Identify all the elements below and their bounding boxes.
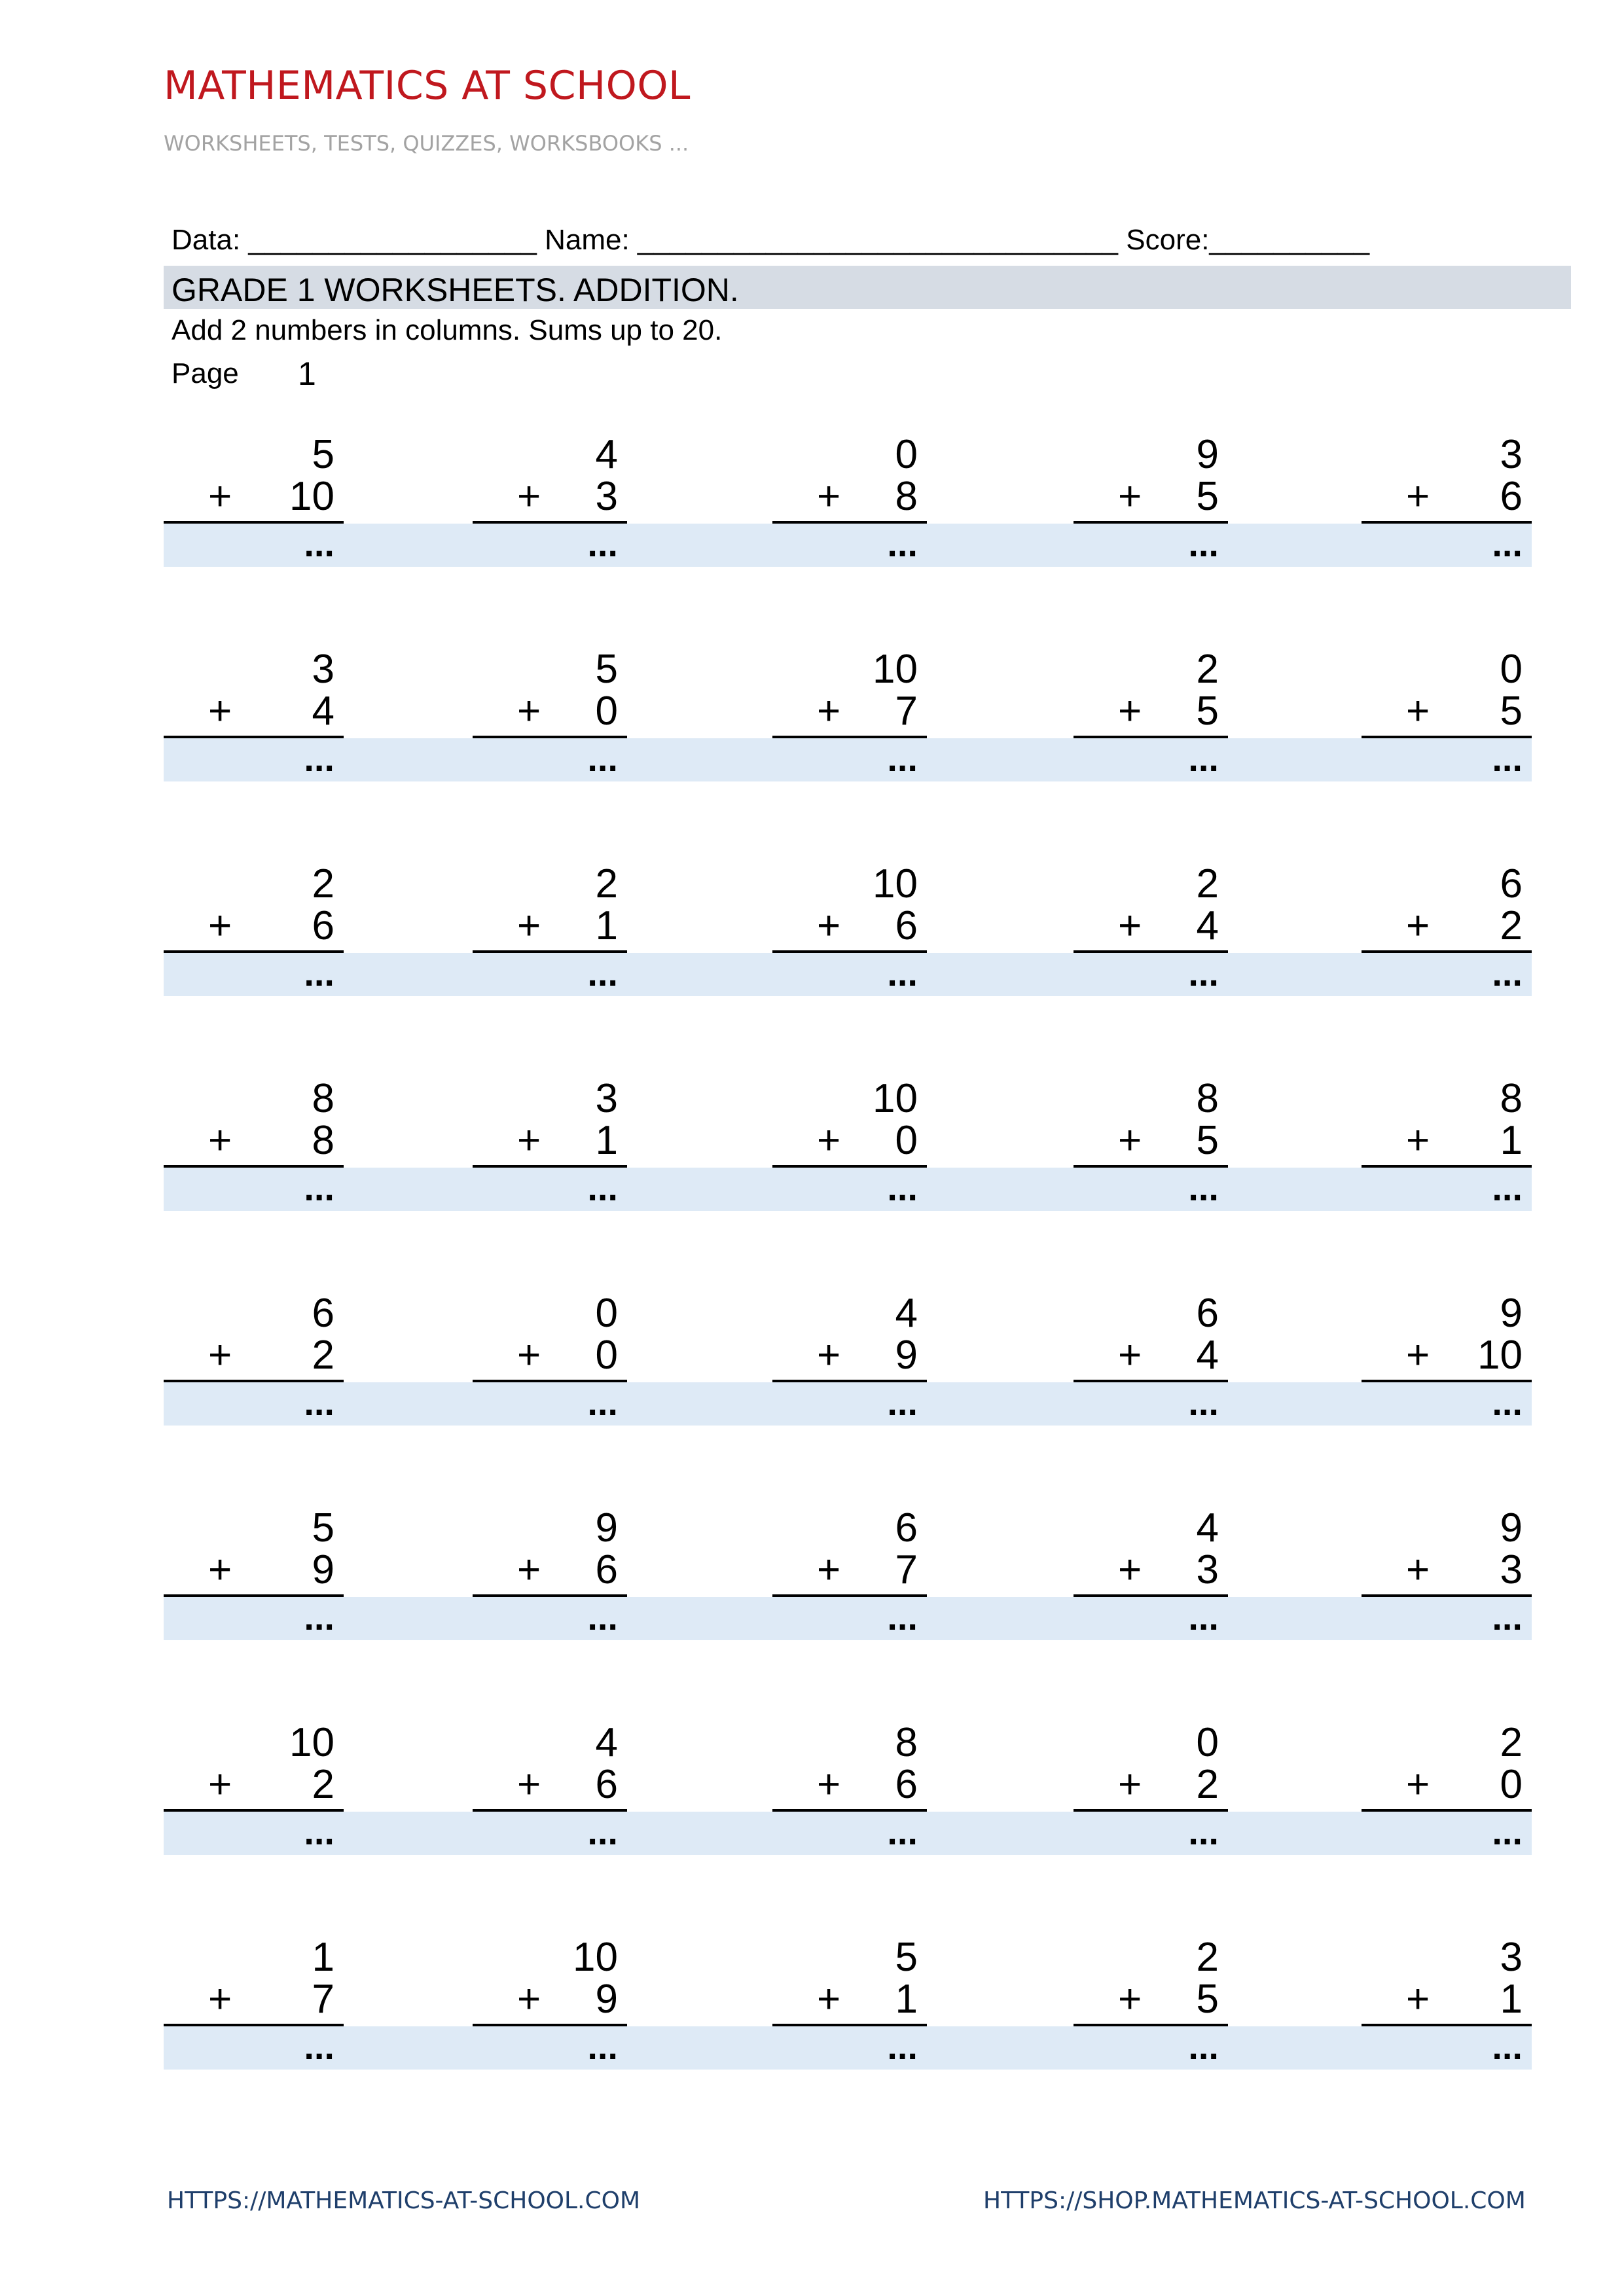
addition-problem — [164, 647, 344, 810]
answer-field[interactable]: ... — [304, 1382, 334, 1423]
answer-field[interactable]: ... — [304, 738, 334, 779]
addition-problem — [1362, 1720, 1532, 1884]
plus-sign: + — [1118, 1118, 1142, 1163]
addend-bottom: 9 — [312, 1547, 334, 1592]
plus-sign: + — [817, 1333, 841, 1378]
plus-sign: + — [1118, 474, 1142, 519]
addend-top: 0 — [895, 432, 918, 477]
addition-problem — [772, 647, 927, 810]
addend-top: 9 — [595, 1505, 618, 1551]
addition-problem — [473, 1291, 627, 1454]
addend-top: 10 — [289, 1720, 334, 1765]
answer-field[interactable]: ... — [1492, 1811, 1523, 1852]
addition-problem — [772, 861, 927, 1025]
answer-field[interactable]: ... — [304, 952, 334, 994]
addition-problem — [1362, 647, 1532, 810]
addend-bottom: 8 — [895, 474, 918, 519]
addend-top: 8 — [895, 1720, 918, 1765]
addition-problem — [164, 1720, 344, 1884]
plus-sign: + — [208, 903, 232, 948]
addend-bottom: 2 — [1196, 1762, 1219, 1807]
addend-top: 2 — [312, 861, 334, 906]
plus-sign: + — [1118, 903, 1142, 948]
plus-sign: + — [1118, 1547, 1142, 1592]
addition-problem — [473, 1076, 627, 1240]
addend-bottom: 3 — [595, 474, 618, 519]
plus-sign: + — [517, 1333, 541, 1378]
brand-subtitle: WORKSHEETS, TESTS, QUIZZES, WORKSBOOKS ... — [164, 131, 689, 156]
addition-problem — [1362, 1291, 1532, 1454]
addend-bottom: 10 — [1477, 1333, 1523, 1378]
addend-top: 0 — [1196, 1720, 1219, 1765]
addend-top: 3 — [312, 647, 334, 692]
addition-problem — [164, 1076, 344, 1240]
addend-top: 9 — [1500, 1505, 1523, 1551]
addend-bottom: 6 — [1500, 474, 1523, 519]
answer-field[interactable]: ... — [587, 2026, 618, 2067]
addition-problem — [164, 432, 344, 596]
addend-bottom: 7 — [895, 689, 918, 734]
addition-problem — [473, 1720, 627, 1884]
addend-top: 2 — [1196, 647, 1219, 692]
addend-bottom: 7 — [895, 1547, 918, 1592]
plus-sign: + — [1118, 1333, 1142, 1378]
answer-field[interactable]: ... — [1188, 1596, 1219, 1638]
addition-problem — [1074, 1505, 1228, 1669]
answer-field[interactable]: ... — [887, 952, 918, 994]
answer-field[interactable]: ... — [304, 1596, 334, 1638]
plus-sign: + — [817, 689, 841, 734]
answer-field[interactable]: ... — [587, 523, 618, 564]
answer-field[interactable]: ... — [1492, 1596, 1523, 1638]
addend-bottom: 7 — [312, 1977, 334, 2022]
plus-sign: + — [1406, 1977, 1430, 2022]
answer-field[interactable]: ... — [304, 1167, 334, 1208]
addition-problem — [1074, 647, 1228, 810]
answer-field[interactable]: ... — [887, 1382, 918, 1423]
addition-problem — [1362, 1935, 1532, 2098]
addend-bottom: 9 — [895, 1333, 918, 1378]
addend-bottom: 5 — [1196, 689, 1219, 734]
addend-top: 3 — [595, 1076, 618, 1121]
addition-problem — [164, 1935, 344, 2098]
addition-problem — [772, 1720, 927, 1884]
addend-bottom: 5 — [1196, 1118, 1219, 1163]
addend-top: 0 — [595, 1291, 618, 1336]
footer-link-shop[interactable]: HTTPS://SHOP.MATHEMATICS-AT-SCHOOL.COM — [983, 2187, 1526, 2214]
addition-problem — [772, 1935, 927, 2098]
addition-problem — [473, 432, 627, 596]
addition-problem — [473, 647, 627, 810]
addend-bottom: 0 — [895, 1118, 918, 1163]
addend-bottom: 4 — [312, 689, 334, 734]
plus-sign: + — [517, 1547, 541, 1592]
addend-top: 4 — [595, 432, 618, 477]
addend-bottom: 9 — [595, 1977, 618, 2022]
addend-top: 6 — [895, 1505, 918, 1551]
plus-sign: + — [517, 1118, 541, 1163]
addend-bottom: 0 — [595, 689, 618, 734]
answer-field[interactable]: ... — [587, 738, 618, 779]
brand-title: MATHEMATICS AT SCHOOL — [164, 63, 691, 109]
addend-top: 5 — [312, 432, 334, 477]
answer-field[interactable]: ... — [1188, 952, 1219, 994]
plus-sign: + — [817, 1762, 841, 1807]
page-number: 1 — [298, 355, 316, 392]
addend-top: 10 — [873, 647, 918, 692]
addend-bottom: 2 — [312, 1762, 334, 1807]
answer-field[interactable]: ... — [1492, 738, 1523, 779]
addend-top: 2 — [1196, 861, 1219, 906]
answer-field[interactable]: ... — [887, 1167, 918, 1208]
answer-field[interactable]: ... — [1492, 2026, 1523, 2067]
addend-top: 3 — [1500, 432, 1523, 477]
answer-field[interactable]: ... — [887, 523, 918, 564]
plus-sign: + — [208, 474, 232, 519]
addend-bottom: 6 — [595, 1762, 618, 1807]
plus-sign: + — [208, 1333, 232, 1378]
plus-sign: + — [1406, 1762, 1430, 1807]
addend-top: 6 — [1500, 861, 1523, 906]
addition-problem — [164, 1291, 344, 1454]
addition-problem — [1074, 1291, 1228, 1454]
addend-bottom: 0 — [595, 1333, 618, 1378]
plus-sign: + — [1406, 903, 1430, 948]
addend-bottom: 5 — [1196, 1977, 1219, 2022]
addend-top: 5 — [895, 1935, 918, 1980]
addend-top: 6 — [312, 1291, 334, 1336]
addend-bottom: 6 — [895, 1762, 918, 1807]
plus-sign: + — [817, 903, 841, 948]
plus-sign: + — [208, 1977, 232, 2022]
addend-top: 4 — [1196, 1505, 1219, 1551]
addend-top: 8 — [312, 1076, 334, 1121]
addend-top: 10 — [873, 861, 918, 906]
addend-top: 1 — [312, 1935, 334, 1980]
addend-top: 4 — [895, 1291, 918, 1336]
addend-bottom: 8 — [312, 1118, 334, 1163]
addend-bottom: 10 — [289, 474, 334, 519]
plus-sign: + — [1118, 1762, 1142, 1807]
plus-sign: + — [1406, 1333, 1430, 1378]
answer-field[interactable]: ... — [1188, 2026, 1219, 2067]
addend-bottom: 4 — [1196, 1333, 1219, 1378]
addend-top: 8 — [1500, 1076, 1523, 1121]
addend-bottom: 6 — [312, 903, 334, 948]
addition-problem — [164, 1505, 344, 1669]
addend-bottom: 4 — [1196, 903, 1219, 948]
instructions: Add 2 numbers in columns. Sums up to 20. — [171, 314, 723, 346]
plus-sign: + — [208, 1118, 232, 1163]
addend-top: 10 — [873, 1076, 918, 1121]
addend-bottom: 3 — [1196, 1547, 1219, 1592]
plus-sign: + — [208, 1762, 232, 1807]
plus-sign: + — [817, 1977, 841, 2022]
addition-problem — [473, 1935, 627, 2098]
plus-sign: + — [1406, 1118, 1430, 1163]
answer-field[interactable]: ... — [587, 952, 618, 994]
addend-top: 8 — [1196, 1076, 1219, 1121]
answer-field[interactable]: ... — [587, 1596, 618, 1638]
addition-problem — [772, 432, 927, 596]
addition-problem — [1074, 1720, 1228, 1884]
answer-field[interactable]: ... — [887, 2026, 918, 2067]
addend-top: 5 — [312, 1505, 334, 1551]
addend-bottom: 5 — [1500, 689, 1523, 734]
addend-bottom: 1 — [595, 903, 618, 948]
addend-bottom: 6 — [895, 903, 918, 948]
addition-problem — [772, 1505, 927, 1669]
addition-problem — [1074, 432, 1228, 596]
answer-field[interactable]: ... — [1188, 1382, 1219, 1423]
plus-sign: + — [1406, 1547, 1430, 1592]
answer-field[interactable]: ... — [1492, 1167, 1523, 1208]
addend-bottom: 2 — [1500, 903, 1523, 948]
answer-field[interactable]: ... — [1492, 1382, 1523, 1423]
addition-problem — [1362, 861, 1532, 1025]
plus-sign: + — [817, 1547, 841, 1592]
addend-top: 9 — [1196, 432, 1219, 477]
addend-top: 2 — [595, 861, 618, 906]
footer-link-site[interactable]: HTTPS://MATHEMATICS-AT-SCHOOL.COM — [167, 2187, 641, 2214]
grade-title: GRADE 1 WORKSHEETS. ADDITION. — [171, 272, 739, 308]
answer-field[interactable]: ... — [587, 1382, 618, 1423]
answer-field[interactable]: ... — [304, 523, 334, 564]
addend-top: 0 — [1500, 647, 1523, 692]
addition-problem — [1362, 432, 1532, 596]
addend-bottom: 2 — [312, 1333, 334, 1378]
addition-problem — [772, 1291, 927, 1454]
answer-field[interactable]: ... — [304, 2026, 334, 2067]
addend-bottom: 1 — [1500, 1977, 1523, 2022]
addend-top: 10 — [573, 1935, 618, 1980]
addend-top: 3 — [1500, 1935, 1523, 1980]
addition-problem — [1074, 1935, 1228, 2098]
addend-top: 4 — [595, 1720, 618, 1765]
addition-problem — [1362, 1076, 1532, 1240]
plus-sign: + — [1118, 689, 1142, 734]
answer-field[interactable]: ... — [887, 1596, 918, 1638]
plus-sign: + — [1118, 1977, 1142, 2022]
answer-field[interactable]: ... — [1188, 523, 1219, 564]
plus-sign: + — [517, 474, 541, 519]
addend-top: 5 — [595, 647, 618, 692]
answer-field[interactable]: ... — [587, 1167, 618, 1208]
addend-top: 2 — [1196, 1935, 1219, 1980]
addend-top: 9 — [1500, 1291, 1523, 1336]
addition-problem — [473, 861, 627, 1025]
addition-problem — [1074, 1076, 1228, 1240]
addend-bottom: 0 — [1500, 1762, 1523, 1807]
student-info-line[interactable]: Data: __________________ Name: ______________________________ Score:__________ — [171, 224, 1370, 256]
plus-sign: + — [817, 474, 841, 519]
page-label: Page — [171, 357, 239, 389]
answer-field[interactable]: ... — [1492, 952, 1523, 994]
addend-bottom: 1 — [595, 1118, 618, 1163]
answer-field[interactable]: ... — [304, 1811, 334, 1852]
answer-field[interactable]: ... — [1492, 523, 1523, 564]
addend-bottom: 1 — [895, 1977, 918, 2022]
answer-field[interactable]: ... — [887, 738, 918, 779]
plus-sign: + — [517, 689, 541, 734]
answer-field[interactable]: ... — [887, 1811, 918, 1852]
answer-field[interactable]: ... — [1188, 1167, 1219, 1208]
addend-bottom: 3 — [1500, 1547, 1523, 1592]
answer-field[interactable]: ... — [1188, 1811, 1219, 1852]
answer-field[interactable]: ... — [1188, 738, 1219, 779]
plus-sign: + — [1406, 689, 1430, 734]
plus-sign: + — [517, 903, 541, 948]
plus-sign: + — [517, 1762, 541, 1807]
addition-problem — [1074, 861, 1228, 1025]
addend-top: 2 — [1500, 1720, 1523, 1765]
plus-sign: + — [208, 689, 232, 734]
addition-problem — [164, 861, 344, 1025]
plus-sign: + — [208, 1547, 232, 1592]
plus-sign: + — [817, 1118, 841, 1163]
plus-sign: + — [517, 1977, 541, 2022]
addend-top: 6 — [1196, 1291, 1219, 1336]
answer-field[interactable]: ... — [587, 1811, 618, 1852]
addition-problem — [473, 1505, 627, 1669]
addend-bottom: 1 — [1500, 1118, 1523, 1163]
addition-problem — [772, 1076, 927, 1240]
plus-sign: + — [1406, 474, 1430, 519]
addend-bottom: 5 — [1196, 474, 1219, 519]
addend-bottom: 6 — [595, 1547, 618, 1592]
addition-problem — [1362, 1505, 1532, 1669]
